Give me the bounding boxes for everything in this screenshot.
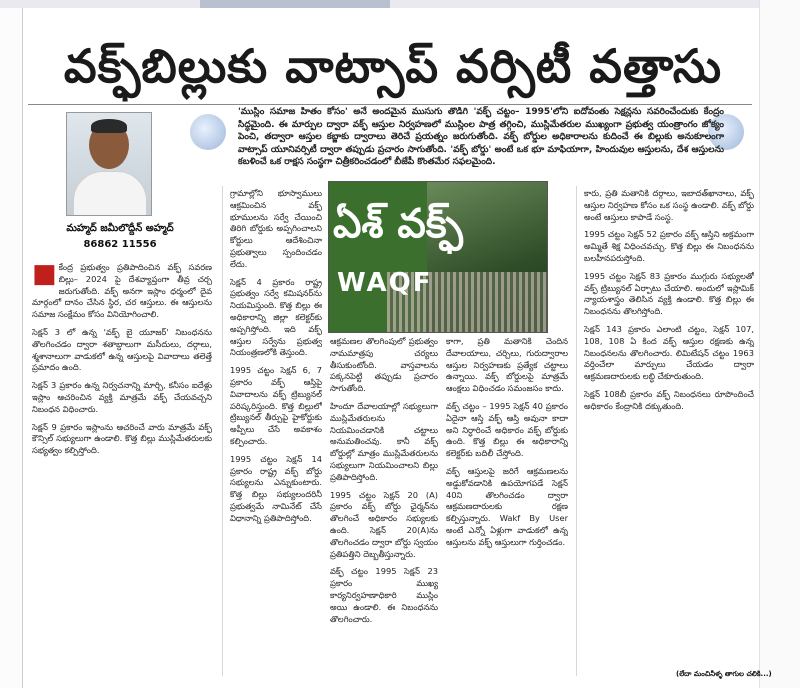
column-divider xyxy=(222,186,223,676)
article-column-5 xyxy=(584,188,754,662)
column-paragraph: సెక్షన్ 4 ప్రకారం రాష్ట్ర ప్రభుత్వం సర్వే కమిషనర్‌ను నియమిస్తుంది. కొత్త బిల్లు ఈ అధికారాన్ని జిల్లా కలెక్టర్‌కు అప్పగిస్తోంది. ఇది వక్ఫ్ ఆస్తుల సర్వేను ప్రభుత్వ నియంత్రణలోకి తెస్తుంది. xyxy=(230,276,322,358)
waqf-image xyxy=(328,181,548,333)
top-band xyxy=(0,0,800,8)
author-photo-hair xyxy=(91,119,127,133)
headline: వక్ఫ్‌బిల్లుకు వాట్సాప్ వర్సిటీ వత్తాసు xyxy=(63,39,723,93)
drop-cap: ■ xyxy=(32,262,57,289)
article-column-3 xyxy=(330,336,438,674)
column-paragraph: సెక్షన్ 143 ప్రకారం ఎలాంటి చట్టం, సెక్షన్ 107, 108, 108 ఏ కింద వక్ఫ్ ఆస్తుల రక్షణకు ఉన్న నిబంధనలను తొలగించారు. లిమిటేషన్ చట్టం 1963 వర్తించేలా మార్పులు చేయడం ద్వారా ఆక్రమణదారులకు లబ్ధి చేకూరుతుంది. xyxy=(584,323,754,382)
column-divider xyxy=(576,186,577,676)
column-paragraph: గ్రామాల్లోని భూస్వాములు ఆక్రమించిన వక్ఫ్ భూములను సర్వే చేయించి తిరిగి బోర్డుకు అప్పగించాలని కోర్టులు ఆదేశించినా ప్రభుత్వాలు స్పందించడం లేదు. xyxy=(230,188,322,269)
column-paragraph: 1995 చట్టం సెక్షన్ 52 ప్రకారం వక్ఫ్ ఆస్తిని అక్రమంగా అమ్మితే శిక్ష విధించవచ్చు. కొత్త బిల్లు ఈ నిబంధనను బలహీనపరుస్తోంది. xyxy=(584,229,754,263)
column-paragraph: 1995 చట్టం సెక్షన్ 14 ప్రకారం రాష్ట్ర వక్ఫ్ బోర్డు సభ్యులను ఎన్నుకుంటారు. కొత్త బిల్లు సభ్యులందరినీ ప్రభుత్వమే నామినేట్ చేసే విధానాన్ని ప్రతిపాదిస్తోంది. xyxy=(230,453,322,523)
column-paragraph: ఆక్రమణల తొలగింపులో ప్రభుత్వం నామమాత్రపు చర్యలు తీసుకుంటోంది. వాస్తవాలను పక్కనపెట్టి తప్పుడు ప్రచారం సాగుతోంది. xyxy=(330,336,438,394)
column-paragraph: సెక్షన్ 3 లో ఉన్న 'వక్ఫ్ బై యూజర్' నిబంధనను తొలగించడం ద్వారా శతాబ్దాలుగా మసీదులు, దర్గాలు, శ్మశానాలుగా వాడుకలో ఉన్న ఆస్తులపై వివాదాలు తలెత్తే ప్రమాదం ఉంది. xyxy=(32,326,212,373)
column-paragraph: కారు, ప్రతి మతానికి దర్గాలు, ఇబాదత్‌ఖానాలు, వక్ఫ్ ఆస్తుల నిర్వహణ కోసం ఒక సంస్థ ఉండాలి. వక్ఫ్ బోర్డు అంటే ఆస్తులు కాపాడే సంస్థ. xyxy=(584,188,754,222)
column-paragraph: సెక్షన్ 9 ప్రకారం ఇస్లాంను ఆచరించే వారు మాత్రమే వక్ఫ్ కౌన్సిల్ సభ్యులుగా ఉండాలి. కొత్త బిల్లు ముస్లిమేతరులకు సభ్యత్వం కల్పిస్తోంది. xyxy=(32,421,212,456)
column-paragraph: సెక్షన్ 3 ప్రకారం ఉన్న నిర్వచనాన్ని మార్చి, కనీసం ఐదేళ్లు ఇస్లాం ఆచరించిన వ్యక్తి మాత్రమే వక్ఫ్ చేయవచ్చని నిబంధన విధించారు. xyxy=(32,380,212,414)
author-photo-shirt xyxy=(73,171,147,216)
waqf-script-text: ఏశ్ వక్ఫ్ xyxy=(333,200,463,247)
headline-rule xyxy=(28,104,752,105)
column-paragraph xyxy=(32,262,212,321)
left-page-edge xyxy=(0,8,23,688)
author-photo xyxy=(66,112,152,216)
column-paragraph: వక్ఫ్ ఆస్తులపై జరిగే ఆక్రమణలను అడ్డుకోవడానికి ఉపయోగపడే సెక్షన్ 40ని తొలగించడం ద్వారా ఆక్రమణదారులకు రక్షణ కల్పిస్తున్నారు. Wakf By User అంటే ఎన్నో ఏళ్లుగా వాడుకలో ఉన్న ఆస్తులను వక్ఫ్ ఆస్తులుగా గుర్తించడం. xyxy=(446,465,568,547)
author-byline: మహ్మద్ జమీలొద్దీన్ అహ్మద్ xyxy=(66,223,174,234)
column-paragraph: కాగా, ప్రతి మతానికి చెందిన దేవాలయాలు, చర్చిలు, గురుద్వారాల ఆస్తుల నిర్వహణకు ప్రత్యేక చట్టాలు ఉన్నాయి. వక్ఫ్ బోర్డులపై మాత్రమే ఆంక్షలు విధించడం సమంజసం కాదు. xyxy=(446,336,568,394)
article-column-1 xyxy=(32,262,212,674)
author-phone: 86862 11556 xyxy=(83,239,157,250)
continuation-note: (లేదా మంచినీళ్ళ తాగుల చలికి...) xyxy=(676,670,772,678)
paragraph-text: కేంద్ర ప్రభుత్వం ప్రతిపాదించిన వక్ఫ్ సవరణ బిల్లు– 2024 పై దేశవ్యాప్తంగా తీవ్ర చర్చ జరుగుతోంది. వక్ఫ్ అనగా ఇస్లాం ధర్మంలో దైవ మార్గంలో దానం చేసిన స్థిర, చర ఆస్తులు. ఈ ఆస్తులను సమాజ సంక్షేమం కోసం వినియోగించాలి. xyxy=(32,262,212,320)
decorative-bubble-left xyxy=(190,114,226,150)
top-strip xyxy=(200,0,390,8)
right-page-edge xyxy=(759,0,800,688)
waqf-label: WAQF xyxy=(337,268,433,298)
article-column-4 xyxy=(446,336,568,674)
column-paragraph: వక్ఫ్ చట్టం – 1995 సెక్షన్ 40 ప్రకారం ఏదైనా ఆస్తి వక్ఫ్ ఆస్తి అవునా కాదా అని నిర్ధారించే అధికారం వక్ఫ్ బోర్డుకు ఉంది. కొత్త బిల్లు ఈ అధికారాన్ని కలెక్టర్‌కు బదిలీ చేస్తోంది. xyxy=(446,400,568,459)
column-paragraph: 1995 చట్టం సెక్షన్ 6, 7 ప్రకారం వక్ఫ్ ఆస్తిపై వివాదాలను వక్ఫ్ ట్రిబ్యునల్ పరిష్కరిస్తుంది. కొత్త బిల్లులో ట్రిబ్యునల్ తీర్పుపై హైకోర్టుకు అప్పీలు చేసే అవకాశం కల్పించారు. xyxy=(230,365,322,446)
intro-paragraph: 'ముస్లిం సమాజ హితం కోసం' అనే అందమైన ముసుగు తొడిగి 'వక్ఫ్ చట్టం– 1995'లోని ఐదోవంతు సెక్షన్లను సవరించేందుకు కేంద్రం సిద్ధమైంది. ఈ మార్పుల ద్వారా వక్ఫ్ ఆస్తుల నిర్వహణలో ముస్లింల పాత్ర తగ్గించి, ముస్లిమేతరుల ముఖ్యంగా ప్రభుత్వ యంత్రాంగం జోక్యం పెంచి, తద్వారా ఆస్తుల కబ్జాకు ద్వారాలు తెరిచే ప్రయత్నం జరుగుతోంది. వక్ఫ్ బోర్డుల అధికారాలను కుదించే ఈ బిల్లుకు అనుకూలంగా వాట్సాప్ యూనివర్సిటీ ద్వారా తప్పుడు ప్రచారం సాగుతోంది. 'వక్ఫ్ బోర్డు' అంటే ఒక భూ మాఫియాగా, హిందువుల ఆస్తులను, దేశ ఆస్తులను కబళించే ఒక రాక్షస సంస్థగా చిత్రీకరించడంలో బీజేపీ కొంతమేర సఫలమైంది. xyxy=(238,107,724,168)
column-paragraph: 1995 చట్టం సెక్షన్ 20 (A) ప్రకారం వక్ఫ్ బోర్డు ఛైర్మన్‌ను తొలగించే అధికారం సభ్యులకు ఉంది. సెక్షన్ 20(A)ను తొలగించడం ద్వారా బోర్డు స్వయం ప్రతిపత్తిని దెబ్బతీస్తున్నారు. xyxy=(330,489,438,559)
column-paragraph: సెక్షన్ 108బీ ప్రకారం వక్ఫ్ నిబంధనలు రూపొందించే అధికారం కేంద్రానికి దక్కుతుంది. xyxy=(584,388,754,411)
column-paragraph: హిందూ దేవాలయాల్లో సభ్యులుగా ముస్లిమేతరులను నియమించడానికి చట్టాలు అనుమతించవు. కానీ వక్ఫ్ బోర్డుల్లో మాత్రం ముస్లిమేతరులను సభ్యులుగా నియమించాలని బిల్లు ప్రతిపాదిస్తోంది. xyxy=(330,400,438,482)
column-paragraph: వక్ఫ్ చట్టం 1995 సెక్షన్ 23 ప్రకారం ముఖ్య కార్యనిర్వహణాధికారి ముస్లిం అయి ఉండాలి. ఈ నిబంధనను తొలగించారు. xyxy=(330,566,438,624)
article-column-2 xyxy=(230,188,322,674)
column-paragraph: 1995 చట్టం సెక్షన్ 83 ప్రకారం ముగ్గురు సభ్యులతో వక్ఫ్ ట్రిబ్యునల్ ఏర్పాటు చేయాలి. అందులో ఇస్లామిక్ న్యాయశాస్త్రం తెలిసిన వ్యక్తి ఉండాలి. కొత్త బిల్లు ఈ నిబంధనను తొలగిస్తోంది. xyxy=(584,270,754,317)
